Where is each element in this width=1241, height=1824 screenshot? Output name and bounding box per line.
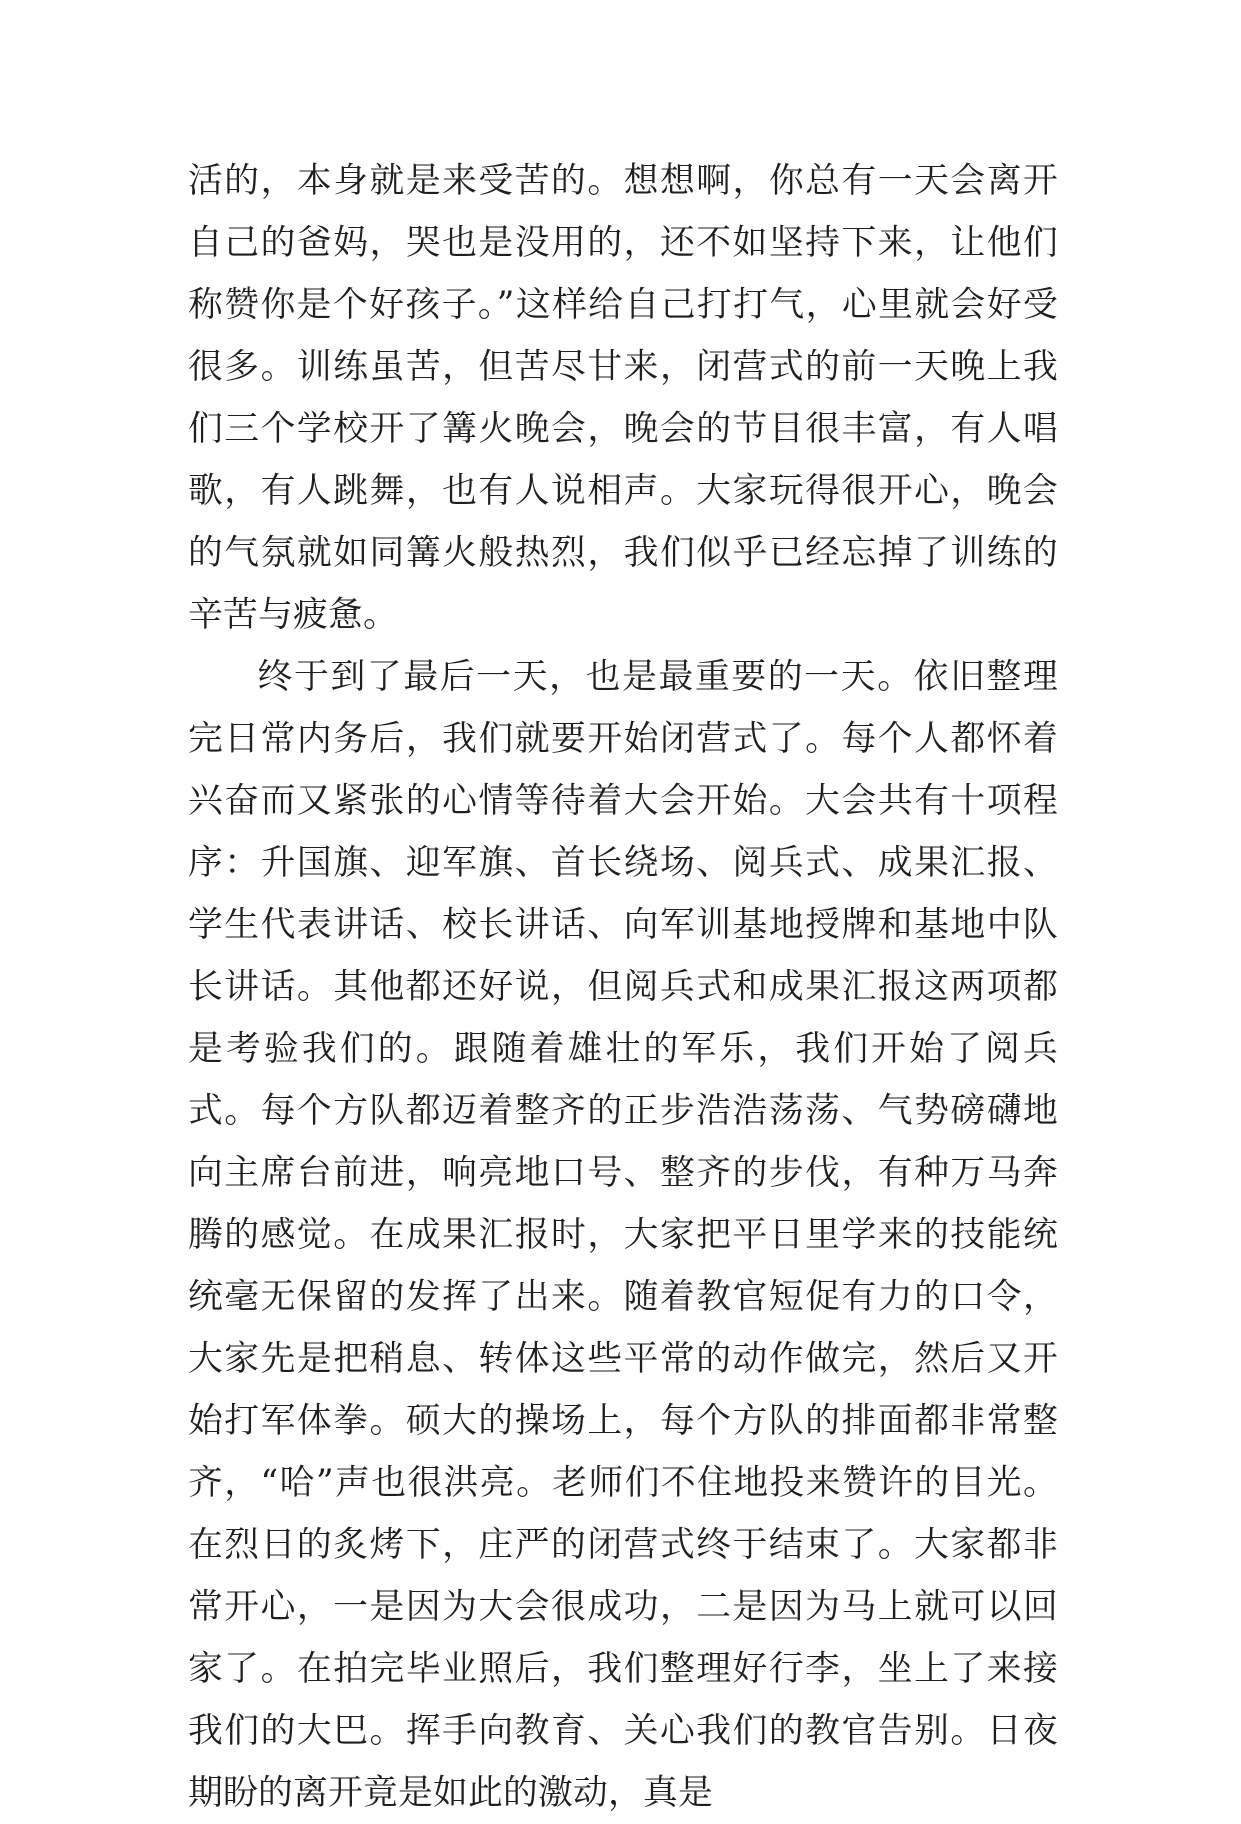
paragraph-1: 活的，本身就是来受苦的。想想啊，你总有一天会离开自己的爸妈，哭也是没用的，还不如坚持下来，让他们称赞你是个好孩子。”这样给自己打打气，心里就会好受很多。训练虽苦，但苦尽甘来，闭营式的前一天晚上我们三个学校开了篝火晚会，晚会的节目很丰富，有人唱歌，有人跳舞，也有人说相声。大家玩得很开心，晚会的气氛就如同篝火般热烈，我们似乎已经忘掉了训练的辛苦与疲惫。 — [188, 161, 1058, 635]
paragraph-2: 终于到了最后一天，也是最重要的一天。依旧整理完日常内务后，我们就要开始闭营式了。每个人都怀着兴奋而又紧张的心情等待着大会开始。大会共有十项程序：升国旗、迎军旗、首长绕场、阅兵式、成果汇报、学生代表讲话、校长讲话、向军训基地授牌和基地中队长讲话。其他都还好说，但阅兵式和成果汇报这两项都是考验我们的。跟随着雄壮的军乐，我们开始了阅兵式。每个方队都迈着整齐的正步浩浩荡荡、气势磅礴地向主席台前进，响亮地口号、整齐的步伐，有种万马奔腾的感觉。在成果汇报时，大家把平日里学来的技能统统毫无保留的发挥了出来。随着教官短促有力的口令，大家先是把稍息、转体这些平常的动作做完，然后又开始打军体拳。硕大的操场上，每个方队的排面都非常整齐，“哈”声也很洪亮。老师们不住地投来赞许的目光。在烈日的炙烤下，庄严的闭营式终于结束了。大家都非常开心，一是因为大会很成功，二是因为马上就可以回家了。在拍完毕业照后，我们整理好行李，坐上了来接我们的大巴。挥手向教育、关心我们的教官告别。日夜期盼的离开竟是如此的激动，真是 — [188, 657, 1058, 1813]
body-text — [188, 150, 1058, 1824]
